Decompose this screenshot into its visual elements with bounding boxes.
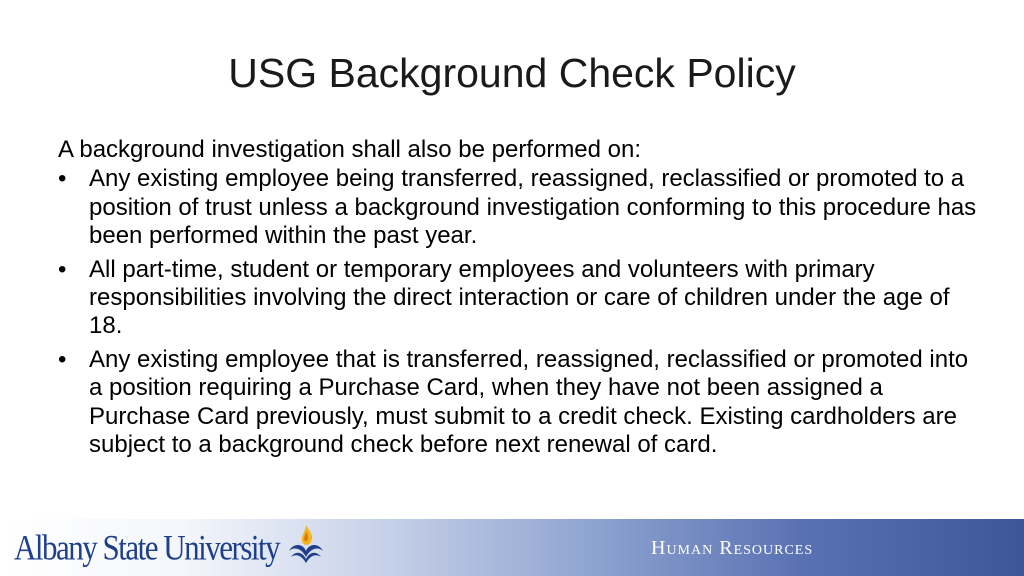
bullet-list <box>58 165 988 459</box>
footer-band <box>0 519 1024 576</box>
bullet-item <box>58 165 988 250</box>
department-label: Human Resources <box>651 537 814 559</box>
logo-wordmark: Albany State University <box>14 527 280 568</box>
flame-emblem-icon <box>283 523 329 569</box>
bullet-item <box>58 256 988 341</box>
bullet-text: Any existing employee being transferred, reassigned, reclassified or promoted to a position of trust unless a background investigation conforming to this procedure has been performed within the past year. <box>89 165 977 250</box>
bullet-item <box>58 346 988 460</box>
slide-title: USG Background Check Policy <box>228 50 796 96</box>
university-logo <box>14 527 329 571</box>
bullet-text: Any existing employee that is transferred, reassigned, reclassified or promoted into a position requiring a Purchase Card, when they have not been assigned a Purchase Card previously, must submit to a credit check. Existing cardholders are subject to a background check before next renewal of card. <box>89 345 969 459</box>
slide-body <box>58 136 988 464</box>
bullet-icon: • <box>58 165 67 193</box>
bullet-icon: • <box>58 345 67 373</box>
bullet-text: All part-time, student or temporary employees and volunteers with primary responsibilities involving the direct interaction or care of children under the age of 18. <box>89 255 950 340</box>
bullet-icon: • <box>58 255 67 283</box>
intro-text: A background investigation shall also be performed on: <box>58 136 642 163</box>
